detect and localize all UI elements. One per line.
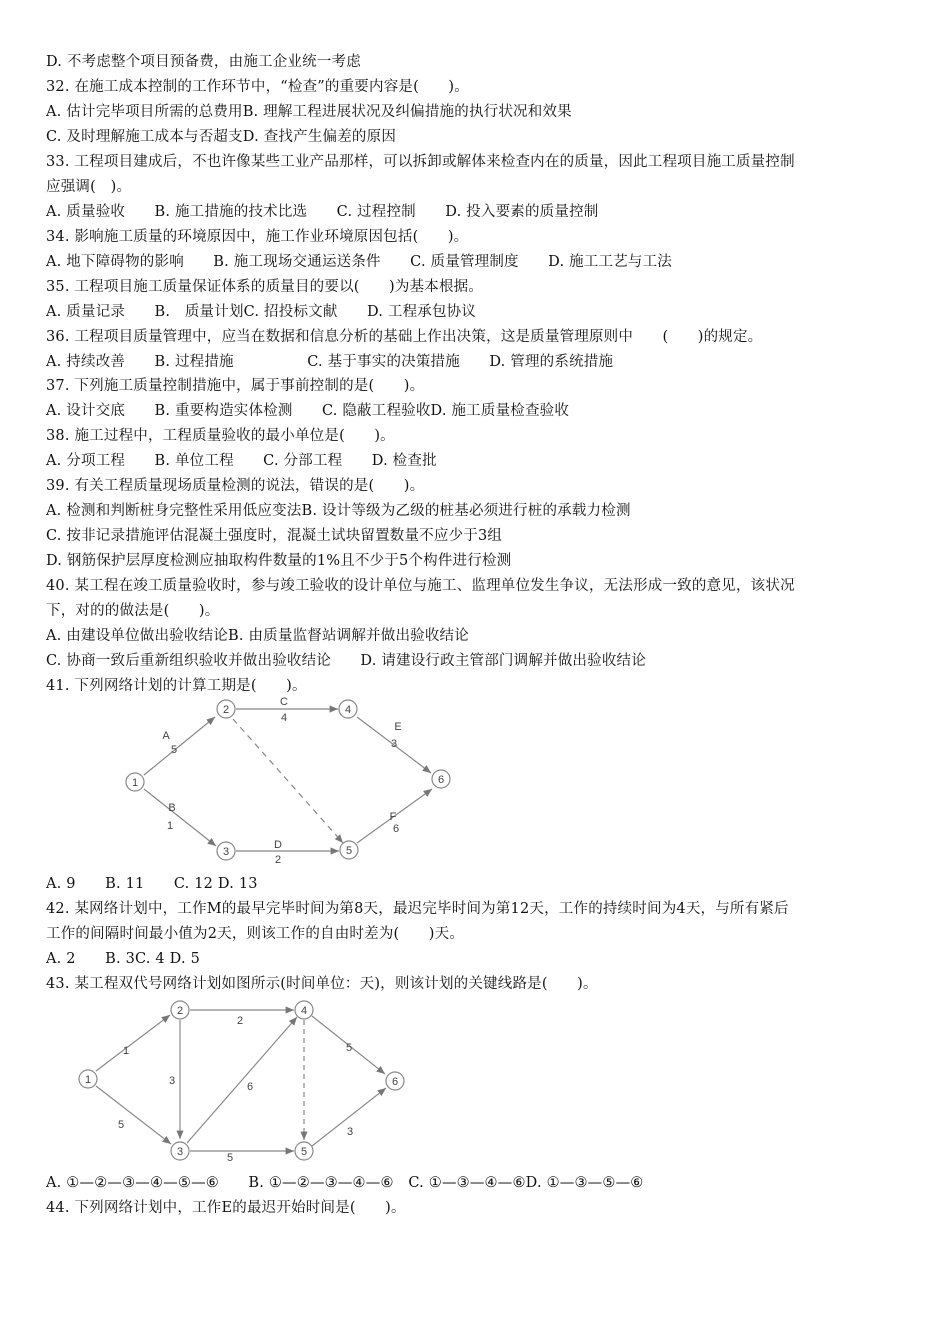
answer-options-43: A. ①—②—③—④—⑤—⑥ B. ①—②—③—④—⑥ C. ①—③—④—⑥D. ①—③—⑤—⑥ (46, 1175, 644, 1191)
text-line: A. 设计交底 B. 重要构造实体检测 C. 隐蔽工程验收D. 施工质量检查验收 (46, 403, 570, 419)
text-line: A. 估计完毕项目所需的总费用B. 理解工程进展状况及纠偏措施的执行状况和效果 (46, 104, 572, 120)
edge-duration: 1 (166, 820, 174, 832)
edge-duration: 4 (280, 712, 288, 724)
question-42: 42. 某网络计划中，工作M的最早完毕时间为第8天，最迟完毕时间为第12天，工作的持续时间为4天，与所有紧后 (46, 901, 789, 917)
text-line: D. 钢筋保护层厚度检测应抽取构件数量的1%且不少于5个构件进行检测 (46, 553, 512, 569)
node-label: 6 (391, 1076, 399, 1088)
network-diagram-q43 (70, 996, 420, 1166)
edge-1-2 (96, 1015, 170, 1071)
node-label: 5 (345, 845, 353, 857)
question-34: 34. 影响施工质量的环境原因中，施工作业环境原因包括( )。 (46, 229, 469, 245)
node-label: 6 (437, 774, 445, 786)
question-44: 44. 下列网络计划中，工作E的最迟开始时间是( )。 (46, 1200, 406, 1216)
node-label: 3 (176, 1146, 184, 1158)
node-label: 4 (344, 704, 352, 716)
edge-label: E (394, 721, 402, 733)
node-label: 2 (176, 1005, 184, 1017)
node-label: 5 (300, 1146, 308, 1158)
question-39: 39. 有关工程质量现场质量检测的说法，错误的是( )。 (46, 478, 425, 494)
question-37: 37. 下列施工质量控制措施中，属于事前控制的是( )。 (46, 378, 425, 394)
node-label: 1 (84, 1074, 92, 1086)
edge-duration: 3 (390, 738, 398, 750)
text-line: A. 质量验收 B. 施工措施的技术比选 C. 过程控制 D. 投入要素的质量控制 (46, 204, 599, 220)
text-line: 工作的间隔时间最小值为2天，则该工作的自由时差为( )天。 (46, 926, 465, 942)
edge-label: A (162, 730, 170, 742)
text-line: 下，对的的做法是( )。 (46, 603, 220, 619)
edge-1-2 (144, 717, 215, 775)
edge-3-4 (187, 1017, 297, 1143)
question-40: 40. 某工程在竣工质量验收时，参与竣工验收的设计单位与施工、监理单位发生争议，无法形成一致的意见，该状况 (46, 578, 795, 594)
text-line: 应强调( )。 (46, 179, 132, 195)
edge-label: D (274, 839, 282, 851)
edge-duration: 5 (117, 1119, 125, 1131)
node-label: 4 (300, 1005, 308, 1017)
network-diagram-q41 (110, 693, 470, 873)
text-line: A. 持续改善 B. 过程措施 C. 基于事实的决策措施 D. 管理的系统措施 (46, 354, 614, 370)
edge-duration: 5 (170, 744, 178, 756)
answer-options-42: A. 2 B. 3C. 4 D. 5 (46, 951, 200, 967)
question-36: 36. 工程项目质量管理中，应当在数据和信息分析的基础上作出决策，这是质量管理原则中 ( )的规定。 (46, 329, 763, 345)
question-38: 38. 施工过程中，工程质量验收的最小单位是( )。 (46, 428, 395, 444)
text-line: A. 由建设单位做出验收结论B. 由质量监督站调解并做出验收结论 (46, 628, 469, 644)
text-line: C. 及时理解施工成本与否超支D. 查找产生偏差的原因 (46, 129, 397, 145)
node-label: 3 (222, 846, 230, 858)
text-line: A. 质量记录 B. 质量计划C. 招投标文献 D. 工程承包协议 (46, 304, 477, 320)
text-line: C. 协商一致后重新组织验收并做出验收结论 D. 请建设行政主管部门调解并做出验收结论 (46, 653, 646, 669)
edge-label: B (168, 802, 176, 814)
edge-duration: 2 (236, 1015, 244, 1027)
edge-duration: 1 (122, 1045, 130, 1057)
edge-label: F (389, 811, 397, 823)
question-33: 33. 工程项目建成后，不也许像某些工业产品那样，可以拆卸或解体来检查内在的质量，因此工程项目施工质量控制 (46, 154, 795, 170)
answer-options-41: A. 9 B. 11 C. 12 D. 13 (46, 876, 258, 892)
edge-duration: 6 (392, 823, 400, 835)
edge-1-3 (144, 789, 216, 846)
edge-duration: 3 (346, 1126, 354, 1138)
edge-1-3 (96, 1086, 171, 1144)
edge-label: C (280, 696, 288, 708)
question-43: 43. 某工程双代号网络计划如图所示(时间单位：天)，则该计划的关键线路是( )。 (46, 976, 598, 992)
question-32: 32. 在施工成本控制的工作环节中，“检查”的重要内容是( )。 (46, 79, 469, 95)
edge-duration: 6 (246, 1081, 254, 1093)
edge-2-5-dummy (233, 719, 343, 843)
node-label: 1 (131, 777, 139, 789)
edge-duration: 2 (274, 854, 282, 866)
text-line: A. 检测和判断桩身完整性采用低应变法B. 设计等级为乙级的桩基必须进行桩的承载力检测 (46, 503, 631, 519)
question-41: 41. 下列网络计划的计算工期是( )。 (46, 678, 307, 694)
edge-duration: 3 (168, 1075, 176, 1087)
question-35: 35. 工程项目施工质量保证体系的质量目的要以( )为基本根据。 (46, 279, 484, 295)
text-line: A. 分项工程 B. 单位工程 C. 分部工程 D. 检查批 (46, 453, 437, 469)
edge-duration: 5 (345, 1042, 353, 1054)
edge-duration: 5 (226, 1152, 234, 1164)
text-line: A. 地下障碍物的影响 B. 施工现场交通运送条件 C. 质量管理制度 D. 施工工艺与工法 (46, 254, 672, 270)
text-line: C. 按非记录措施评估混凝土强度时，混凝土试块留置数量不应少于3组 (46, 528, 503, 544)
text-line: D. 不考虑整个项目预备费，由施工企业统一考虑 (46, 54, 361, 70)
node-label: 2 (222, 704, 230, 716)
